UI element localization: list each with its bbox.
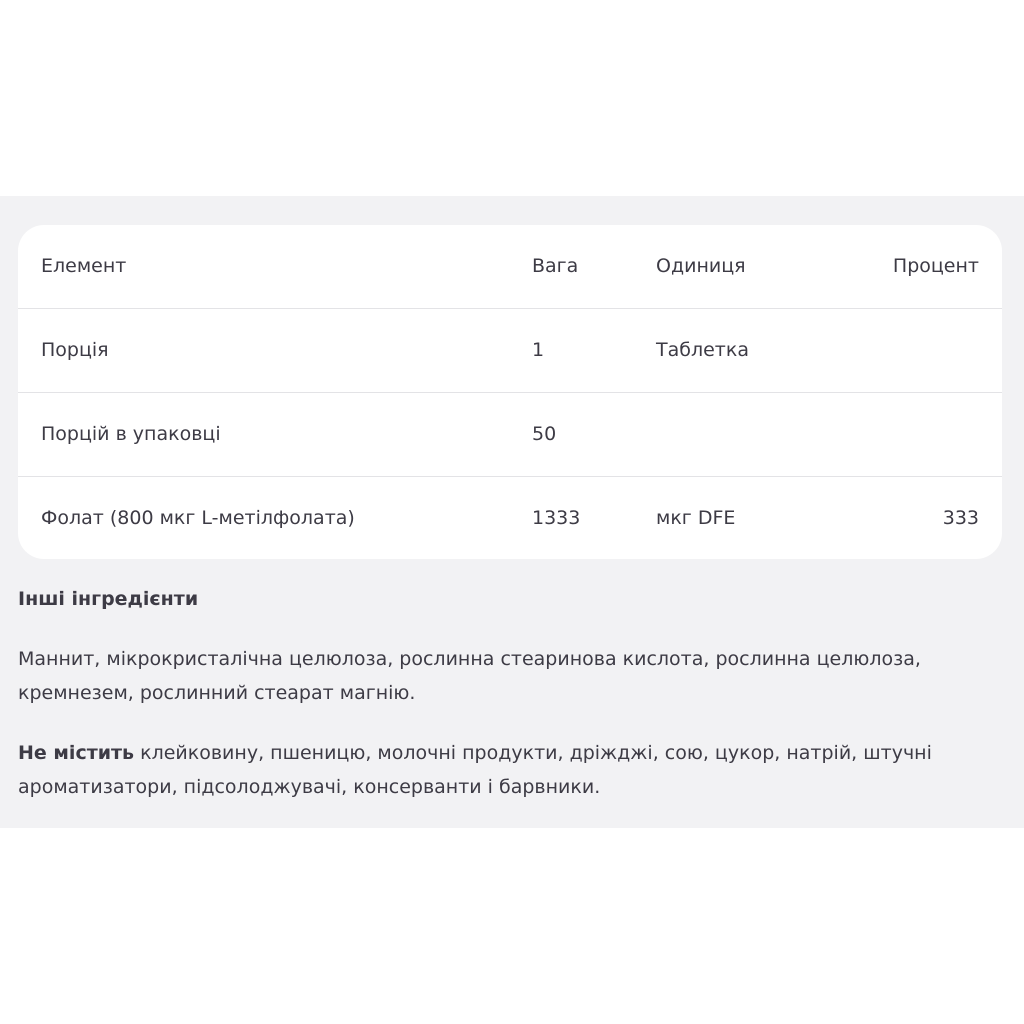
allergen-notice-text: клейковину, пшеницю, молочні продукти, дріжджі, сою, цукор, натрій, штучні ароматизатори, підсолоджувачі, консерванти і барвники.: [18, 742, 932, 798]
row-weight: 50: [532, 423, 557, 445]
header-unit: Одиниця: [656, 255, 746, 277]
other-ingredients-text: Маннит, мікрокристалічна целюлоза, рослинна стеаринова кислота, рослинна целюлоза, кремнезем, рослинний стеарат магнію.: [18, 648, 921, 704]
table-row: [18, 393, 1002, 477]
row-element: Фолат (800 мкг L-метілфолата): [41, 507, 355, 529]
header-element: Елемент: [41, 255, 127, 277]
row-weight: 1333: [532, 507, 581, 529]
row-unit: мкг DFE: [656, 507, 736, 529]
row-element: Порцій в упаковці: [41, 423, 221, 445]
other-ingredients-heading: Інші інгредієнти: [18, 588, 199, 610]
nutrition-table: [18, 225, 1002, 559]
header-percent: Процент: [892, 255, 979, 277]
row-weight: 1: [532, 339, 545, 361]
allergen-notice: [18, 736, 998, 804]
table-header-row: [18, 225, 1002, 309]
row-unit: Таблетка: [656, 339, 749, 361]
table-row: [18, 309, 1002, 393]
allergen-notice-bold: Не містить: [18, 742, 135, 764]
header-weight: Вага: [532, 255, 579, 277]
row-percent: 333: [942, 507, 979, 529]
nutrition-panel: [0, 196, 1024, 828]
table-row: [18, 477, 1002, 559]
row-element: Порція: [41, 339, 109, 361]
